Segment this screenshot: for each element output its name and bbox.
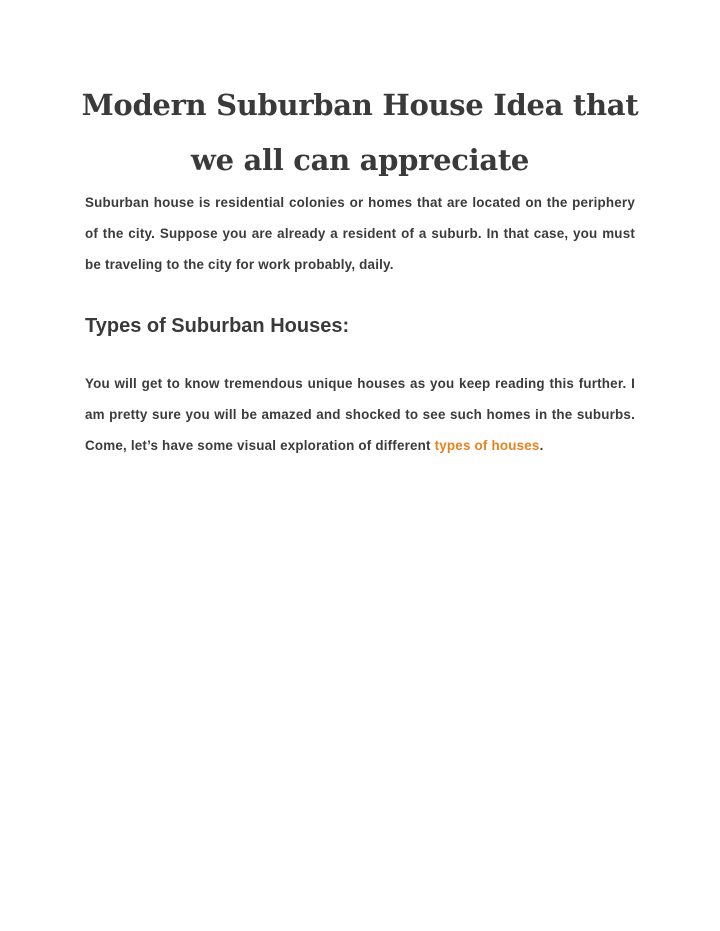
section-heading: Types of Suburban Houses: xyxy=(85,315,350,337)
types-of-houses-link[interactable]: types of houses xyxy=(434,438,540,453)
intro-paragraph: Suburban house is residential colonies or homes that are located on the periphery of the city. Suppose you are already a resident of a suburb. In that case, you must be traveling to the city for work probably, daily. xyxy=(85,195,635,272)
page-title: Modern Suburban House Idea that we all can appreciate xyxy=(81,88,639,177)
section-paragraph xyxy=(85,368,635,461)
section-text-end: . xyxy=(539,438,544,453)
section-text: You will get to know tremendous unique houses as you keep reading this further. I am pretty sure you will be amazed and shocked to see such homes in the suburbs. Come, let’s have some visual exploration of different xyxy=(85,376,635,453)
